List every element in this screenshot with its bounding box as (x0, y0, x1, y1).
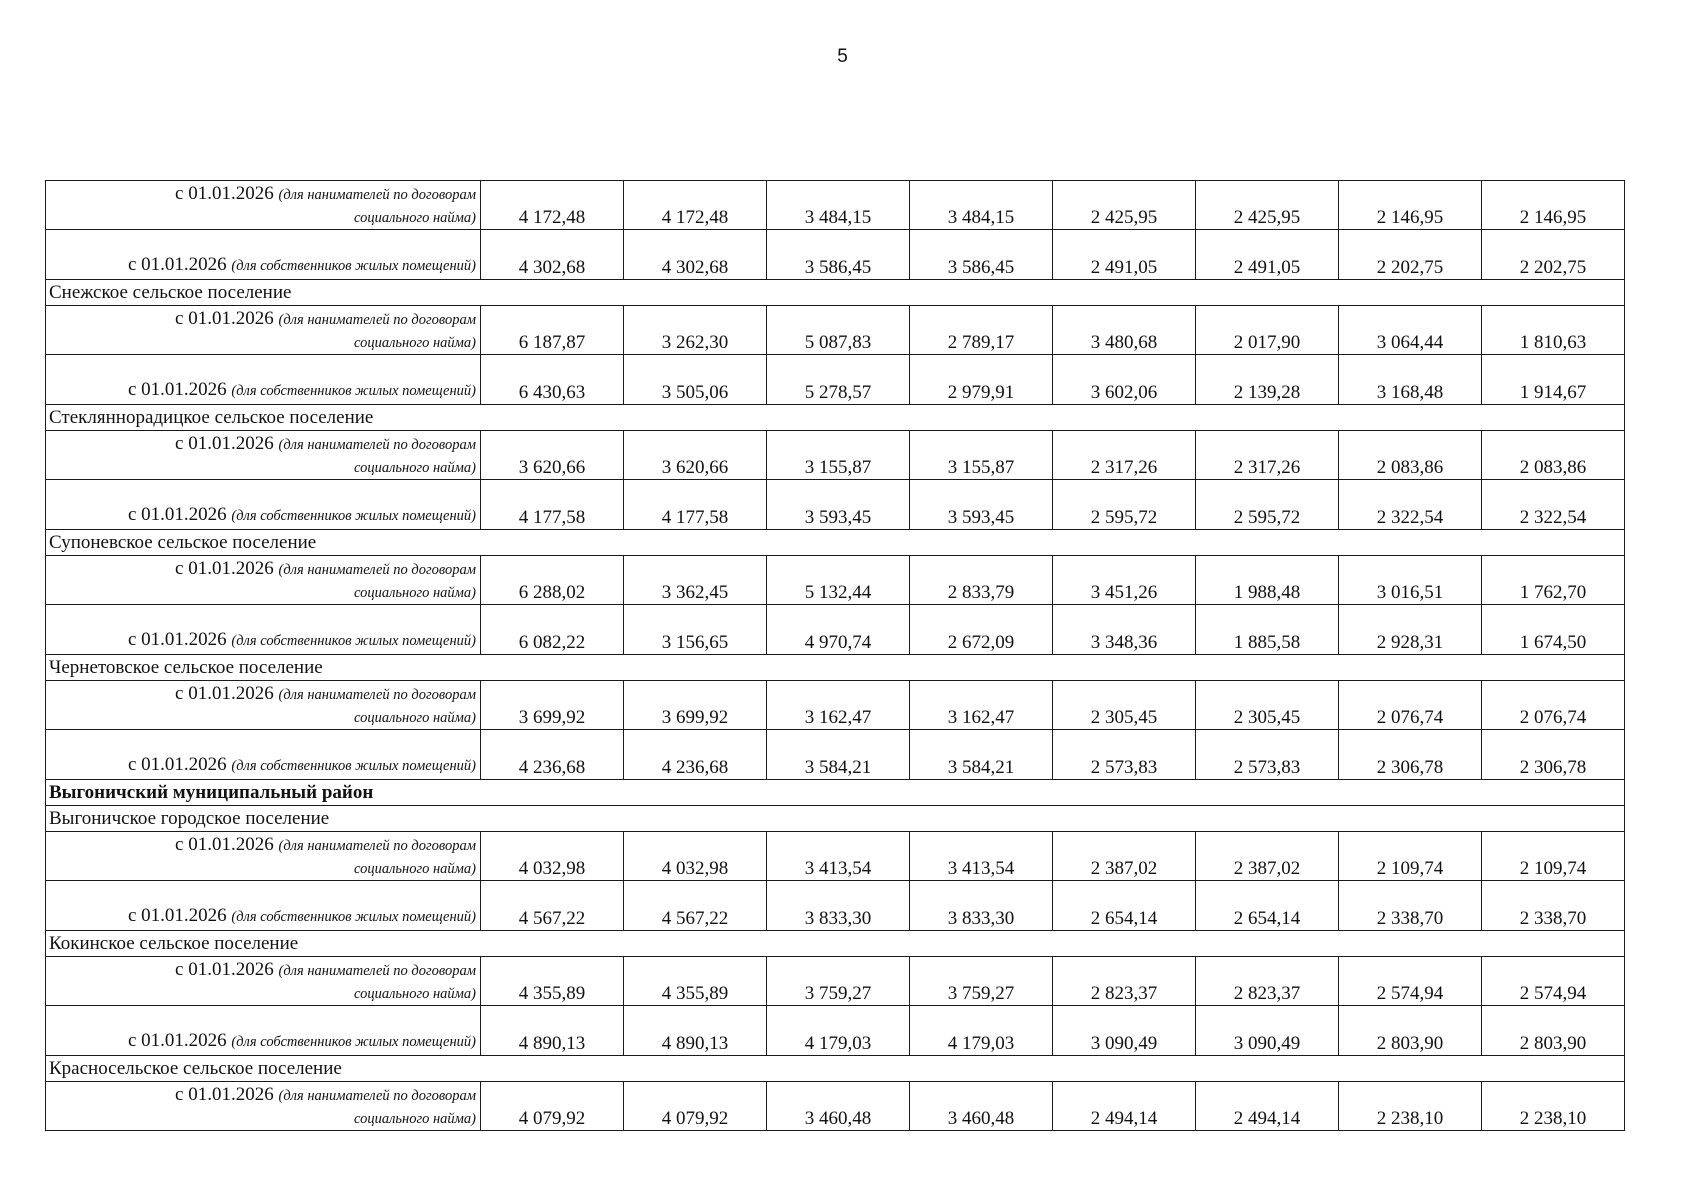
tariff-value: 1 674,50 (1482, 605, 1625, 655)
effective-date: с 01.01.2026 (175, 834, 274, 855)
row-label (46, 480, 481, 530)
tariff-value: 2 076,74 (1339, 681, 1482, 730)
tariff-value: 2 017,90 (1196, 306, 1339, 355)
tariff-value: 3 155,87 (767, 431, 910, 480)
tenant-note-cont: социального найма) (354, 1111, 476, 1127)
tariff-value: 2 928,31 (1339, 605, 1482, 655)
tariff-value: 2 322,54 (1339, 480, 1482, 530)
tariff-value: 2 139,28 (1196, 355, 1339, 405)
tariff-value: 4 236,68 (624, 730, 767, 780)
tariff-value: 3 593,45 (767, 480, 910, 530)
tariff-value: 4 890,13 (481, 1006, 624, 1056)
tariff-value: 2 387,02 (1053, 832, 1196, 881)
tariff-value: 3 699,92 (624, 681, 767, 730)
tariff-value: 4 172,48 (624, 181, 767, 230)
tariff-value: 2 317,26 (1196, 431, 1339, 480)
tariff-value: 3 413,54 (767, 832, 910, 881)
tenant-note: (для нанимателей по договорам (278, 562, 476, 578)
settlement-header-row (46, 931, 1625, 957)
tariff-value: 3 584,21 (910, 730, 1053, 780)
tariff-value: 2 109,74 (1482, 832, 1625, 881)
tariff-value: 2 823,37 (1196, 957, 1339, 1006)
tariff-value: 3 620,66 (624, 431, 767, 480)
settlement-header-row (46, 655, 1625, 681)
tariff-value: 2 306,78 (1482, 730, 1625, 780)
tariff-value: 3 584,21 (767, 730, 910, 780)
tariff-value: 3 484,15 (910, 181, 1053, 230)
tenant-note: (для нанимателей по договорам (278, 312, 476, 328)
tariff-value: 2 238,10 (1339, 1082, 1482, 1131)
tariff-value: 3 460,48 (767, 1082, 910, 1131)
tariff-value: 4 355,89 (481, 957, 624, 1006)
tariff-value: 4 302,68 (624, 230, 767, 280)
tariff-table-body (46, 181, 1625, 1131)
tariff-value: 3 586,45 (767, 230, 910, 280)
tariff-value: 3 833,30 (767, 881, 910, 931)
district-header-row (46, 780, 1625, 806)
tariff-value: 3 262,30 (624, 306, 767, 355)
tenant-tariff-row (46, 556, 1625, 605)
tariff-value: 4 177,58 (624, 480, 767, 530)
settlement-header-row (46, 280, 1625, 306)
owner-tariff-row (46, 881, 1625, 931)
tariff-value: 5 087,83 (767, 306, 910, 355)
tenant-note-cont: социального найма) (354, 210, 476, 226)
tariff-value: 3 505,06 (624, 355, 767, 405)
owner-note: (для собственников жилых помещений) (231, 258, 476, 274)
effective-date: с 01.01.2026 (175, 683, 274, 704)
tariff-value: 2 823,37 (1053, 957, 1196, 1006)
tariff-value: 2 574,94 (1482, 957, 1625, 1006)
effective-date: с 01.01.2026 (127, 1030, 227, 1051)
tariff-value: 2 803,90 (1482, 1006, 1625, 1056)
effective-date: с 01.01.2026 (175, 433, 274, 454)
tariff-value: 2 491,05 (1053, 230, 1196, 280)
tariff-value: 4 177,58 (481, 480, 624, 530)
tariff-value: 2 083,86 (1339, 431, 1482, 480)
tariff-value: 2 338,70 (1482, 881, 1625, 931)
tariff-value: 3 413,54 (910, 832, 1053, 881)
tariff-value: 1 885,58 (1196, 605, 1339, 655)
settlement-name: Кокинское сельское поселение (46, 931, 1625, 957)
tariff-value: 2 595,72 (1053, 480, 1196, 530)
effective-date: с 01.01.2026 (127, 254, 227, 275)
effective-date: с 01.01.2026 (175, 1084, 274, 1105)
settlement-header-row (46, 530, 1625, 556)
tenant-tariff-row (46, 1082, 1625, 1131)
owner-tariff-row (46, 605, 1625, 655)
tariff-value: 1 762,70 (1482, 556, 1625, 605)
settlement-name: Снежское сельское поселение (46, 280, 1625, 306)
tenant-tariff-row (46, 306, 1625, 355)
effective-date: с 01.01.2026 (127, 629, 227, 650)
tenant-tariff-row (46, 181, 1625, 230)
tariff-value: 2 338,70 (1339, 881, 1482, 931)
effective-date: с 01.01.2026 (127, 379, 227, 400)
tariff-value: 3 620,66 (481, 431, 624, 480)
effective-date: с 01.01.2026 (175, 959, 274, 980)
tenant-note: (для нанимателей по договорам (278, 187, 476, 203)
tariff-value: 4 172,48 (481, 181, 624, 230)
owner-note: (для собственников жилых помещений) (231, 1034, 476, 1050)
tenant-tariff-row (46, 681, 1625, 730)
tariff-value: 3 484,15 (767, 181, 910, 230)
row-label (46, 181, 481, 230)
tariff-value: 2 491,05 (1196, 230, 1339, 280)
row-label (46, 355, 481, 405)
tariff-value: 3 699,92 (481, 681, 624, 730)
tariff-value: 2 595,72 (1196, 480, 1339, 530)
owner-note: (для собственников жилых помещений) (231, 758, 476, 774)
tariff-value: 2 425,95 (1053, 181, 1196, 230)
tariff-value: 3 362,45 (624, 556, 767, 605)
settlement-name: Супоневское сельское поселение (46, 530, 1625, 556)
tariff-value: 2 322,54 (1482, 480, 1625, 530)
owner-tariff-row (46, 1006, 1625, 1056)
settlement-header-row (46, 806, 1625, 832)
owner-tariff-row (46, 230, 1625, 280)
settlement-name: Чернетовское сельское поселение (46, 655, 1625, 681)
tenant-tariff-row (46, 832, 1625, 881)
owner-note: (для собственников жилых помещений) (231, 909, 476, 925)
tariff-value: 3 162,47 (910, 681, 1053, 730)
owner-note: (для собственников жилых помещений) (231, 508, 476, 524)
tariff-value: 2 833,79 (910, 556, 1053, 605)
tenant-note: (для нанимателей по договорам (278, 838, 476, 854)
row-label (46, 881, 481, 931)
tariff-table (45, 180, 1625, 1131)
tariff-value: 2 573,83 (1196, 730, 1339, 780)
tariff-value: 4 179,03 (767, 1006, 910, 1056)
tariff-value: 1 988,48 (1196, 556, 1339, 605)
page-number: 5 (837, 46, 848, 67)
tariff-value: 4 179,03 (910, 1006, 1053, 1056)
tariff-value: 2 494,14 (1196, 1082, 1339, 1131)
tariff-value: 2 654,14 (1053, 881, 1196, 931)
tariff-value: 5 278,57 (767, 355, 910, 405)
tariff-value: 2 146,95 (1339, 181, 1482, 230)
tariff-value: 2 202,75 (1339, 230, 1482, 280)
tariff-value: 4 032,98 (481, 832, 624, 881)
settlement-name: Выгоничский муниципальный район (46, 780, 1625, 806)
row-label (46, 556, 481, 605)
effective-date: с 01.01.2026 (175, 558, 274, 579)
settlement-name: Выгоничское городское поселение (46, 806, 1625, 832)
tariff-value: 3 348,36 (1053, 605, 1196, 655)
tariff-value: 3 162,47 (767, 681, 910, 730)
tariff-value: 1 810,63 (1482, 306, 1625, 355)
tenant-note-cont: социального найма) (354, 585, 476, 601)
tariff-value: 2 789,17 (910, 306, 1053, 355)
tariff-value: 4 970,74 (767, 605, 910, 655)
row-label (46, 605, 481, 655)
owner-tariff-row (46, 355, 1625, 405)
row-label (46, 957, 481, 1006)
tariff-value: 3 480,68 (1053, 306, 1196, 355)
owner-note: (для собственников жилых помещений) (231, 633, 476, 649)
row-label (46, 730, 481, 780)
tariff-value: 3 759,27 (767, 957, 910, 1006)
settlement-header-row (46, 405, 1625, 431)
settlement-name: Стекляннорадицкое сельское поселение (46, 405, 1625, 431)
tenant-note-cont: социального найма) (354, 460, 476, 476)
tariff-value: 4 567,22 (624, 881, 767, 931)
tariff-value: 3 451,26 (1053, 556, 1196, 605)
tariff-value: 6 187,87 (481, 306, 624, 355)
tariff-value: 4 032,98 (624, 832, 767, 881)
tariff-value: 3 593,45 (910, 480, 1053, 530)
tariff-value: 6 082,22 (481, 605, 624, 655)
effective-date: с 01.01.2026 (175, 308, 274, 329)
tenant-note: (для нанимателей по договорам (278, 687, 476, 703)
row-label (46, 681, 481, 730)
tariff-value: 4 079,92 (481, 1082, 624, 1131)
tenant-note: (для нанимателей по договорам (278, 963, 476, 979)
tariff-value: 3 156,65 (624, 605, 767, 655)
tariff-value: 4 302,68 (481, 230, 624, 280)
tariff-value: 2 803,90 (1339, 1006, 1482, 1056)
tariff-value: 2 425,95 (1196, 181, 1339, 230)
tariff-value: 2 238,10 (1482, 1082, 1625, 1131)
row-label (46, 306, 481, 355)
tariff-value: 3 155,87 (910, 431, 1053, 480)
tariff-value: 5 132,44 (767, 556, 910, 605)
tariff-value: 2 146,95 (1482, 181, 1625, 230)
tariff-value: 6 288,02 (481, 556, 624, 605)
tariff-value: 4 890,13 (624, 1006, 767, 1056)
tenant-note-cont: социального найма) (354, 986, 476, 1002)
tenant-note: (для нанимателей по договорам (278, 1088, 476, 1104)
tariff-value: 2 109,74 (1339, 832, 1482, 881)
tariff-value: 2 305,45 (1196, 681, 1339, 730)
effective-date: с 01.01.2026 (175, 183, 274, 204)
tariff-value: 3 064,44 (1339, 306, 1482, 355)
tariff-value: 3 460,48 (910, 1082, 1053, 1131)
owner-note: (для собственников жилых помещений) (231, 383, 476, 399)
tariff-value: 3 833,30 (910, 881, 1053, 931)
tariff-value: 3 090,49 (1196, 1006, 1339, 1056)
row-label (46, 832, 481, 881)
tenant-tariff-row (46, 431, 1625, 480)
row-label (46, 431, 481, 480)
tariff-value: 3 602,06 (1053, 355, 1196, 405)
owner-tariff-row (46, 480, 1625, 530)
effective-date: с 01.01.2026 (127, 504, 227, 525)
tariff-value: 3 168,48 (1339, 355, 1482, 405)
tariff-value: 2 654,14 (1196, 881, 1339, 931)
tariff-value: 2 573,83 (1053, 730, 1196, 780)
tariff-value: 3 759,27 (910, 957, 1053, 1006)
settlement-header-row (46, 1056, 1625, 1082)
tariff-value: 4 355,89 (624, 957, 767, 1006)
tariff-value: 2 387,02 (1196, 832, 1339, 881)
tariff-value: 3 016,51 (1339, 556, 1482, 605)
tenant-note-cont: социального найма) (354, 710, 476, 726)
tariff-value: 2 317,26 (1053, 431, 1196, 480)
tariff-value: 3 586,45 (910, 230, 1053, 280)
tenant-note-cont: социального найма) (354, 861, 476, 877)
tariff-value: 1 914,67 (1482, 355, 1625, 405)
row-label (46, 1006, 481, 1056)
tenant-note-cont: социального найма) (354, 335, 476, 351)
row-label (46, 1082, 481, 1131)
tariff-value: 2 574,94 (1339, 957, 1482, 1006)
row-label (46, 230, 481, 280)
tariff-value: 4 079,92 (624, 1082, 767, 1131)
settlement-name: Красносельское сельское поселение (46, 1056, 1625, 1082)
tariff-value: 2 202,75 (1482, 230, 1625, 280)
effective-date: с 01.01.2026 (127, 754, 227, 775)
tariff-value: 2 672,09 (910, 605, 1053, 655)
tariff-value: 4 236,68 (481, 730, 624, 780)
tariff-value: 2 979,91 (910, 355, 1053, 405)
tenant-tariff-row (46, 957, 1625, 1006)
tariff-value: 4 567,22 (481, 881, 624, 931)
tariff-value: 2 306,78 (1339, 730, 1482, 780)
tariff-value: 2 083,86 (1482, 431, 1625, 480)
tariff-value: 6 430,63 (481, 355, 624, 405)
effective-date: с 01.01.2026 (127, 905, 227, 926)
tariff-value: 2 305,45 (1053, 681, 1196, 730)
tenant-note: (для нанимателей по договорам (278, 437, 476, 453)
tariff-value: 2 076,74 (1482, 681, 1625, 730)
owner-tariff-row (46, 730, 1625, 780)
tariff-value: 3 090,49 (1053, 1006, 1196, 1056)
tariff-value: 2 494,14 (1053, 1082, 1196, 1131)
